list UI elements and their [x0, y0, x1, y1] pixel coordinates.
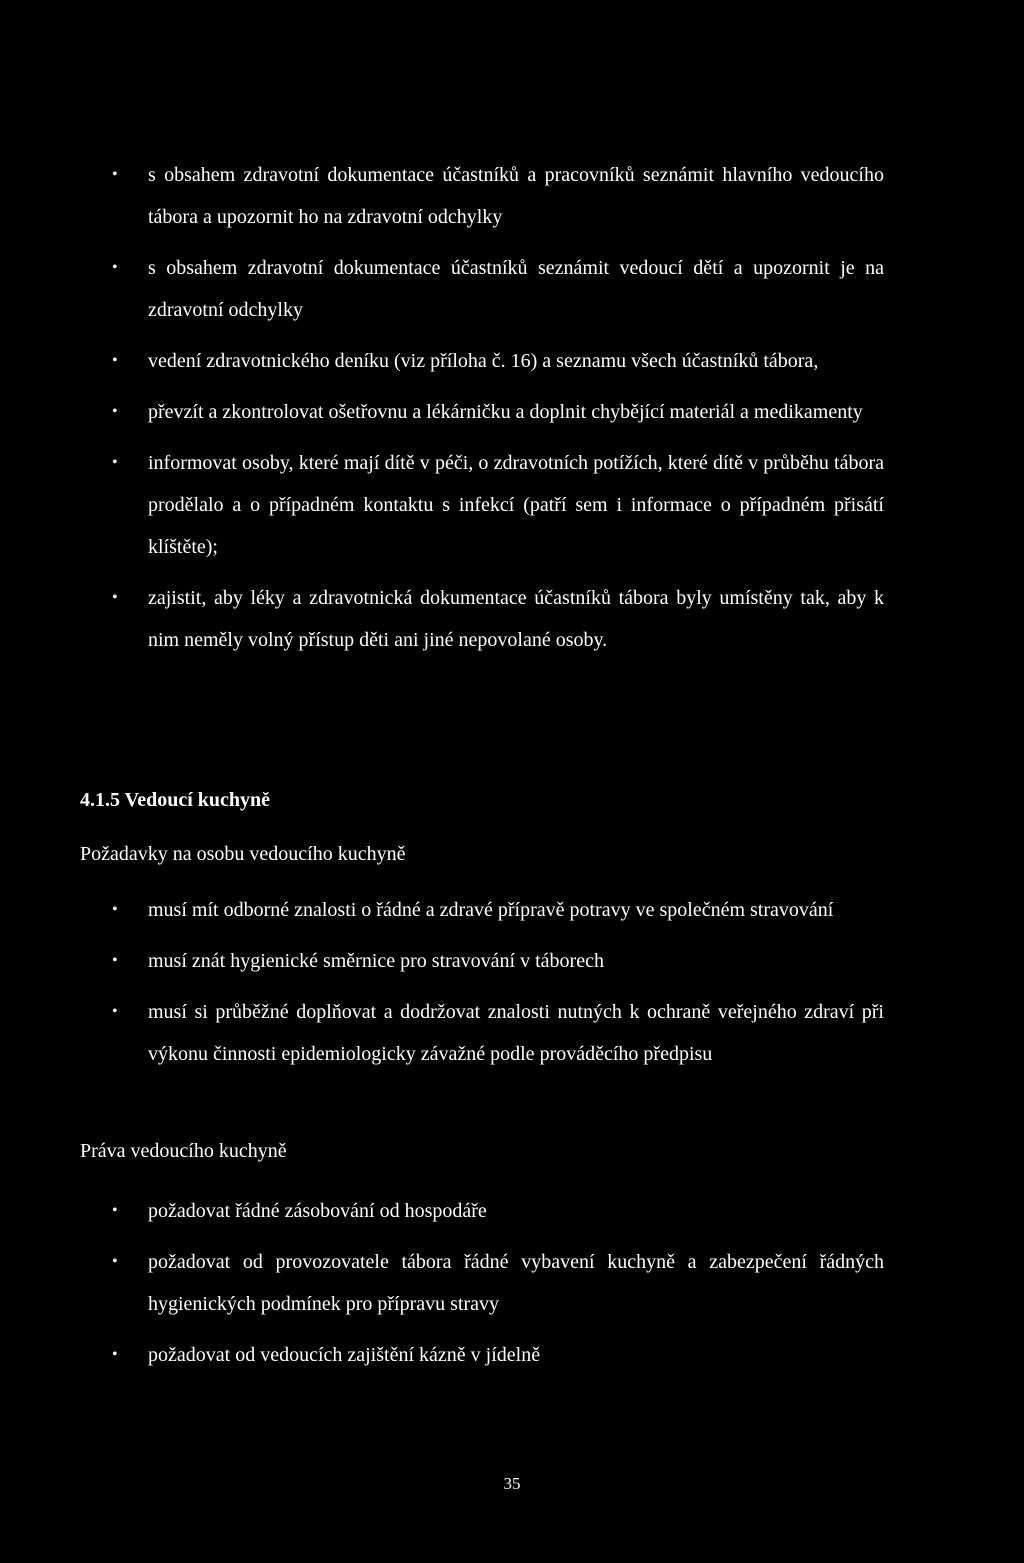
list-item: [0, 1190, 1024, 1232]
list-item-text: vedení zdravotnického deníku (viz příloha č. 16) a seznamu všech účastníků tábora,: [148, 350, 819, 372]
list-item: [0, 1334, 1024, 1376]
list-item: [0, 154, 1024, 238]
list-item-text: musí znát hygienické směrnice pro stravování v táborech: [148, 950, 604, 972]
section-heading: 4.1.5 Vedoucí kuchyně: [80, 789, 271, 811]
page-number: 35: [503, 1474, 521, 1493]
kitchen-requirements-list: [0, 889, 1024, 1084]
list-item: [0, 577, 1024, 661]
bullet-icon: •: [112, 901, 118, 918]
bullet-icon: •: [112, 952, 118, 969]
list-item-text: požadovat od vedoucích zajištění kázně v jídelně: [148, 1344, 541, 1366]
list-item-text: převzít a zkontrolovat ošetřovnu a lékárničku a doplnit chybějící materiál a medikamenty: [148, 401, 863, 423]
list-item: [0, 1241, 1024, 1325]
bullet-icon: •: [112, 352, 118, 369]
bullet-icon: •: [112, 166, 118, 183]
kitchen-rights-list: [0, 1190, 1024, 1385]
requirements-heading: Požadavky na osobu vedoucího kuchyně: [80, 843, 406, 865]
medic-duties-list: [0, 154, 1024, 670]
bullet-icon: •: [112, 454, 118, 471]
rights-heading: Práva vedoucího kuchyně: [80, 1140, 287, 1162]
list-item-text: s obsahem zdravotní dokumentace účastníků seznámit vedoucí dětí a upozornit je na zdravotní odchylky: [148, 257, 884, 321]
list-item-text: musí mít odborné znalosti o řádné a zdravé přípravě potravy ve společném stravování: [148, 899, 834, 921]
list-item: [0, 991, 1024, 1075]
list-item-text: s obsahem zdravotní dokumentace účastníků a pracovníků seznámit hlavního vedoucího tábora a upozornit ho na zdravotní odchylky: [148, 164, 884, 228]
bullet-icon: •: [112, 1003, 118, 1020]
bullet-icon: •: [112, 589, 118, 606]
bullet-icon: •: [112, 1346, 118, 1363]
list-item: [0, 340, 1024, 382]
bullet-icon: •: [112, 1253, 118, 1270]
list-item: [0, 940, 1024, 982]
list-item: [0, 247, 1024, 331]
list-item-text: informovat osoby, které mají dítě v péči, o zdravotních potížích, které dítě v průběhu tábora prodělalo a o případném kontaktu s infekcí (patří sem i informace o případném přisátí klíštěte);: [148, 452, 884, 558]
list-item-text: zajistit, aby léky a zdravotnická dokumentace účastníků tábora byly umístěny tak, aby k nim neměly volný přístup děti ani jiné nepovolané osoby.: [148, 587, 884, 651]
list-item-text: musí si průběžné doplňovat a dodržovat znalosti nutných k ochraně veřejného zdraví při výkonu činnosti epidemiologicky závažné podle prováděcího předpisu: [148, 1001, 884, 1065]
list-item: [0, 889, 1024, 931]
bullet-icon: •: [112, 1202, 118, 1219]
bullet-icon: •: [112, 259, 118, 276]
list-item: [0, 442, 1024, 568]
list-item: [0, 391, 1024, 433]
list-item-text: požadovat od provozovatele tábora řádné vybavení kuchyně a zabezpečení řádných hygienických podmínek pro přípravu stravy: [148, 1251, 884, 1315]
list-item-text: požadovat řádné zásobování od hospodáře: [148, 1200, 487, 1222]
bullet-icon: •: [112, 403, 118, 420]
